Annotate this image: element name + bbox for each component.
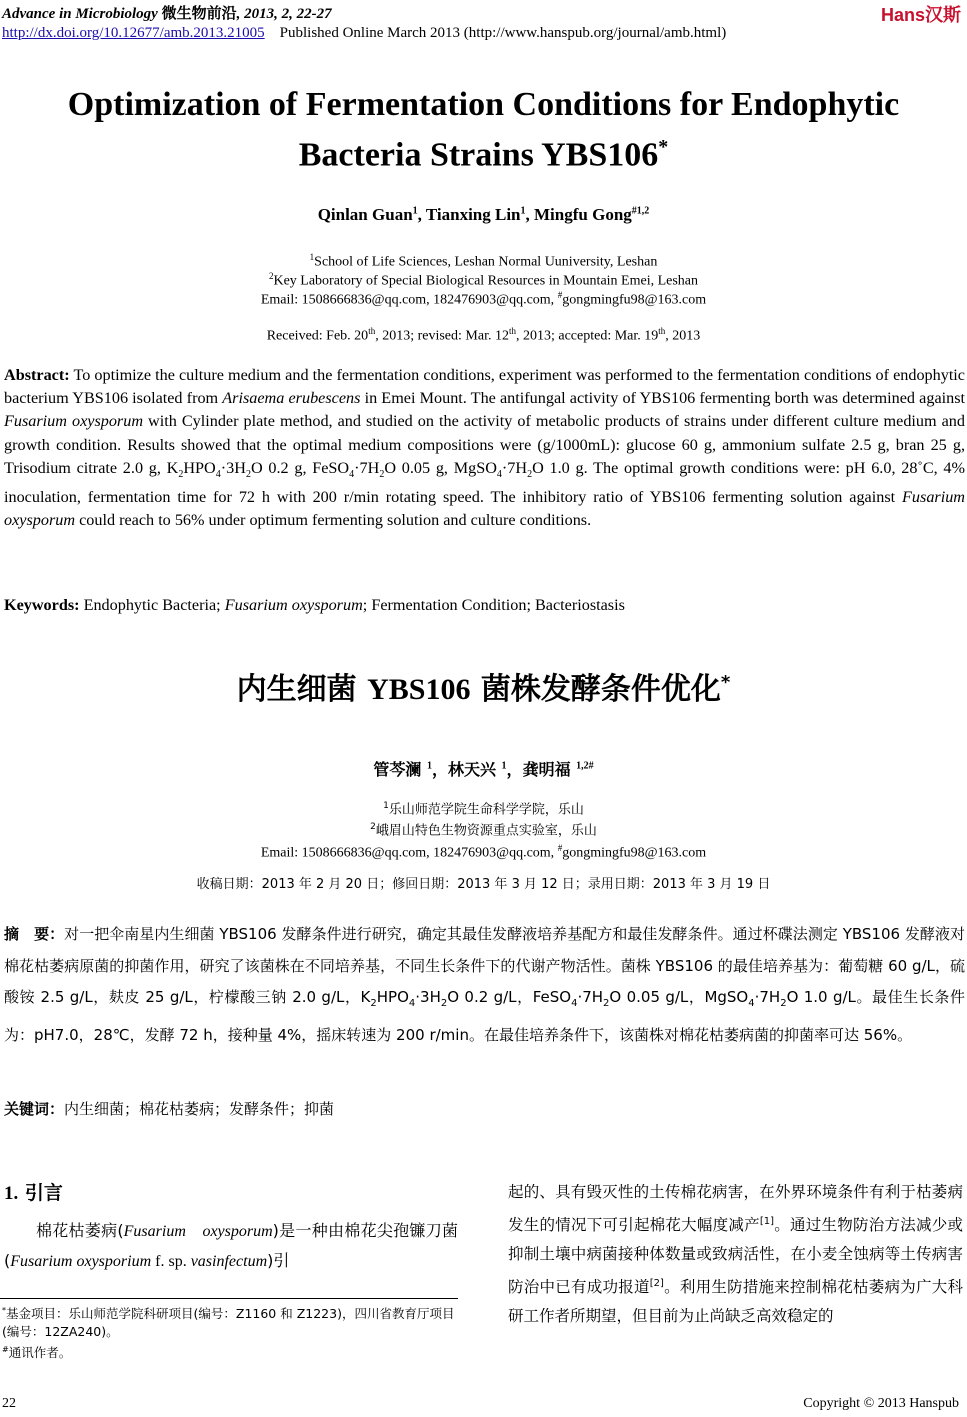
intro-right-column bbox=[508, 1178, 963, 1331]
keywords-text: Endophytic Bacteria; bbox=[79, 596, 225, 614]
footnote-2-mark: # bbox=[2, 1345, 9, 1355]
intro-text: )是一种由棉花尖孢镰刀菌( bbox=[4, 1221, 458, 1270]
intro-italic: Fusarium oxysporum bbox=[123, 1223, 273, 1240]
cn-aff1-sup: 1 bbox=[383, 801, 389, 811]
keywords-cn bbox=[4, 1098, 965, 1121]
section-number: 1. bbox=[4, 1183, 19, 1204]
abstract-sub: 2 bbox=[379, 469, 385, 481]
received-sup: th bbox=[368, 326, 376, 336]
cn-title-a: 内生细菌 bbox=[236, 672, 368, 707]
abstract-sub: 4 bbox=[215, 469, 221, 481]
keywords-italic: Fusarium oxysporum bbox=[224, 596, 363, 614]
author-list: Qinlan Guan$^1$, Tianxing Lin$^1$, Mingfu Gong$^{\#1,2}$ bbox=[317, 205, 650, 224]
cn-abstract-text: O 0.2 g/L，FeSO bbox=[447, 988, 572, 1006]
journal-issue: , 2013, 2, 22-27 bbox=[236, 6, 332, 22]
intro-text: )引 bbox=[267, 1251, 290, 1270]
abstract-text: with Cylinder plate method, and studied on the activity of metabolic products of strains under different culture medium and growth condition. Results showed that the optimal medium compositions were (g/1000mL): glucose 60 g, ammonium sulfate 2.5 g, bran 25 g, Trisodium citrate 2.0 g, K bbox=[4, 412, 965, 477]
cn-author-1-sup: 1 bbox=[426, 760, 432, 772]
doi-line bbox=[2, 25, 726, 42]
cn-keywords-label: 关键词： bbox=[4, 1100, 65, 1118]
citation-ref[interactable]: [1] bbox=[759, 1216, 775, 1227]
title-line-1: Optimization of Fermentation Conditions for Endophytic bbox=[67, 86, 900, 123]
cn-aff2-sup: 2 bbox=[370, 822, 376, 832]
cn-email-post: gongmingfu98@163.com bbox=[562, 845, 707, 861]
journal-name: Advance in Microbiology bbox=[2, 6, 158, 22]
cn-abstract-text: ·7H bbox=[577, 988, 604, 1006]
author-2-sup: 1 bbox=[520, 205, 526, 217]
footnote-2-text: 通讯作者。 bbox=[8, 1345, 72, 1361]
footnote-1-text: 基金项目：乐山师范学院科研项目(编号：Z1160 和 Z1223)，四川省教育厅项目(编号：12ZA240)。 bbox=[2, 1306, 455, 1340]
accepted-sup: th bbox=[658, 326, 666, 336]
cn-aff1-text: 乐山师范学院生命科学学院，乐山 bbox=[388, 802, 584, 818]
abstract-label: Abstract: bbox=[4, 366, 70, 384]
cn-email-line bbox=[0, 838, 967, 864]
journal-header bbox=[2, 2, 332, 23]
aff1-text: School of Life Sciences, Leshan Normal Uuniversity, Leshan bbox=[314, 254, 658, 270]
intro-text: f. sp. bbox=[151, 1253, 191, 1270]
aff2-text: Key Laboratory of Special Biological Resources in Mountain Emei, Leshan bbox=[273, 273, 699, 289]
keywords-text: ; Fermentation Condition; Bacteriostasis bbox=[362, 596, 625, 614]
revised-date: , 2013; revised: Mar. 12 bbox=[375, 328, 509, 344]
dates-end: , 2013 bbox=[665, 328, 701, 344]
revised-sup: th bbox=[508, 326, 516, 336]
cn-author-list bbox=[0, 757, 967, 780]
abstract-text: O 0.05 g, MgSO bbox=[384, 458, 497, 477]
cn-title-c: 菌株发酵条件优化 bbox=[470, 672, 721, 707]
keywords-label: Keywords: bbox=[4, 596, 80, 614]
abstract-sub: 4 bbox=[496, 469, 502, 481]
title-mark: * bbox=[658, 136, 669, 158]
cn-sep: ， bbox=[506, 760, 523, 779]
cn-abstract-sub: 2 bbox=[780, 998, 787, 1009]
abstract-text: ·7H bbox=[354, 458, 380, 477]
logo-en: Hans bbox=[880, 5, 925, 25]
accepted-date: , 2013; accepted: Mar. 19 bbox=[515, 328, 659, 344]
author-2: Tianxing Lin bbox=[425, 205, 521, 224]
cn-abstract-sub: 2 bbox=[603, 998, 610, 1009]
cn-abstract-sub: 2 bbox=[370, 998, 377, 1009]
abstract-sub: 2 bbox=[178, 469, 184, 481]
paper-title bbox=[0, 84, 967, 176]
abstract-text: could reach to 56% under optimum fermenting solution and culture conditions. bbox=[75, 511, 592, 530]
cn-abstract-text: ·7H bbox=[754, 988, 781, 1006]
section-title: 引言 bbox=[24, 1182, 63, 1204]
cn-abstract-text: O 1.0 g/L。最佳生长条件为：pH7.0，28℃，发酵 72 h，接种量 4%，摇床转速为 200 r/min。在最佳培养条件下，该菌株对棉花枯萎病菌的抑菌率可达 56%。 bbox=[4, 988, 965, 1044]
cn-author-3: 龚明福 bbox=[522, 760, 571, 779]
cn-email-pre: Email: 1508666836@qq.com, 182476903@qq.com, bbox=[260, 845, 558, 861]
cn-abstract-sub: 2 bbox=[440, 998, 448, 1009]
email-line bbox=[0, 285, 967, 311]
cn-dates-line bbox=[0, 875, 967, 895]
footnotes bbox=[2, 1302, 458, 1362]
copyright: Copyright © 2013 Hanspub bbox=[803, 1396, 959, 1411]
abstract-text: O 0.2 g, FeSO bbox=[250, 458, 350, 477]
aff1-sup: 1 bbox=[309, 252, 315, 262]
email-post: gongmingfu98@163.com bbox=[562, 292, 707, 308]
cn-abstract-sub: 4 bbox=[408, 998, 416, 1009]
footnote-rule bbox=[0, 1298, 458, 1299]
received-date: Received: Feb. 20 bbox=[266, 328, 369, 344]
cn-abstract-label: 摘 要： bbox=[4, 925, 65, 943]
abstract-italic: Arisaema erubescens bbox=[222, 389, 361, 408]
cn-dates: 收稿日期：2013 年 2 月 20 日；修回日期：2013 年 3 月 12 日；录用日期：2013 年 3 月 19 日 bbox=[196, 877, 771, 892]
intro-italic: Fusarium oxysporium bbox=[10, 1253, 152, 1270]
footnote-1 bbox=[2, 1302, 458, 1341]
cn-abstract-text: HPO bbox=[376, 988, 409, 1006]
cn-sep: ， bbox=[431, 760, 448, 779]
intro-left-column bbox=[4, 1216, 458, 1276]
footnote-2 bbox=[2, 1341, 458, 1362]
intro-text: 。通过生物防治方法减少或抑制土壤中病菌接种体数量或致病活性，在小麦全蚀病等土传病害防治中已有成功报道 bbox=[508, 1216, 963, 1297]
published-info: Published Online March 2013 (http://www.hanspub.org/journal/amb.html) bbox=[279, 25, 727, 41]
abstract-text: in Emei Mount. The antifungal activity of YBS106 fermenting borth was determined against bbox=[360, 389, 966, 408]
abstract-italic: Fusarium oxysporum bbox=[4, 412, 144, 431]
cn-author-2-sup: 1 bbox=[501, 760, 507, 772]
email-mark: # bbox=[557, 290, 563, 300]
cn-email-mark: # bbox=[557, 843, 563, 853]
abstract-sub: 4 bbox=[349, 469, 355, 481]
cn-abstract-sub: 4 bbox=[748, 998, 755, 1009]
cn-author-1: 管芩澜 bbox=[373, 760, 422, 779]
intro-text: 。利用生防措施来控制棉花枯萎病为广大科研工作者所期望，但目前为止尚缺乏高效稳定的 bbox=[508, 1278, 963, 1326]
abstract-text: O 1.0 g. The optimal growth conditions were: pH 6.0, 28˚C, 4% inoculation, fermentation time for 72 h with 200 r/min rotating speed. The inhibitory ratio of YBS106 fermenting solution against bbox=[4, 458, 965, 507]
intro-text: 起的、具有毁灭性的土传棉花病害，在外界环境条件有利于枯萎病发生的情况下可引起棉花大幅度减产 bbox=[508, 1183, 963, 1235]
cn-abstract-text: ·3H bbox=[415, 988, 441, 1006]
cn-keywords-text: 内生细菌；棉花枯萎病；发酵条件；抑菌 bbox=[64, 1100, 335, 1118]
logo-cn: 汉斯 bbox=[925, 5, 961, 25]
cn-abstract-text: 对一把伞南星内生细菌 YBS106 发酵条件进行研究，确定其最佳发酵液培养基配方和最佳发酵条件。通过杯碟法测定 YBS106 发酵液对棉花枯萎病原菌的抑菌作用，研究了该菌株在不同培养基，不同生长条件下的代谢产物活性。菌株 YBS106 的最佳培养基为：葡萄糖 60 g/L，硫酸铵 2.5 g/L，麸皮 25 g/L，柠檬酸三钠 2.0 g/L，K bbox=[4, 925, 965, 1006]
intro-italic: vasinfectum bbox=[190, 1253, 268, 1270]
page-number: 22 bbox=[2, 1396, 16, 1411]
keywords-en bbox=[4, 594, 965, 617]
abstract-text: HPO bbox=[183, 458, 216, 477]
footnote-1-mark: * bbox=[2, 1306, 6, 1315]
author-1-sup: 1 bbox=[412, 205, 418, 217]
abstract-text: ·3H bbox=[220, 458, 246, 477]
journal-name-cn: 微生物前沿 bbox=[161, 6, 237, 22]
cn-title-mark: * bbox=[720, 672, 731, 693]
author-3: Mingfu Gong bbox=[534, 205, 632, 224]
cn-abstract-sub: 4 bbox=[571, 998, 578, 1009]
abstract-sub: 2 bbox=[527, 469, 533, 481]
author-3-sup: #1,2 bbox=[631, 205, 650, 217]
title-line-2: Bacteria Strains YBS106 bbox=[298, 136, 659, 174]
cn-aff2-text: 峨眉山特色生物资源重点实验室，乐山 bbox=[375, 823, 597, 839]
hans-logo bbox=[881, 1, 961, 27]
dates-line bbox=[0, 321, 967, 347]
email-pre: Email: 1508666836@qq.com, 182476903@qq.com, bbox=[260, 292, 558, 308]
section-heading bbox=[4, 1178, 63, 1205]
abstract-text: To optimize the culture medium and the fermentation conditions, experiment was performed to the fermentation conditions of endophytic bacterium YBS106 isolated from bbox=[4, 366, 965, 408]
cn-title bbox=[0, 664, 967, 708]
citation-ref[interactable]: [2] bbox=[649, 1278, 664, 1290]
abstract-en bbox=[4, 364, 965, 533]
abstract-italic: Fusarium oxysporum bbox=[4, 488, 965, 530]
abstract-sub: 2 bbox=[245, 469, 251, 481]
cn-author-3-sup: 1,2# bbox=[576, 760, 594, 772]
cn-abstract-text: O 0.05 g/L，MgSO bbox=[609, 988, 749, 1006]
aff2-sup: 2 bbox=[268, 271, 274, 281]
cn-title-b: YBS106 bbox=[367, 673, 471, 706]
author-1: Qinlan Guan bbox=[317, 205, 413, 224]
intro-text: 棉花枯萎病( bbox=[36, 1221, 124, 1240]
doi-link[interactable]: http://dx.doi.org/10.12677/amb.2013.21005 bbox=[2, 25, 265, 41]
abstract-text: ·7H bbox=[501, 458, 528, 477]
cn-author-2: 林天兴 bbox=[447, 760, 496, 779]
abstract-cn bbox=[4, 919, 965, 1051]
